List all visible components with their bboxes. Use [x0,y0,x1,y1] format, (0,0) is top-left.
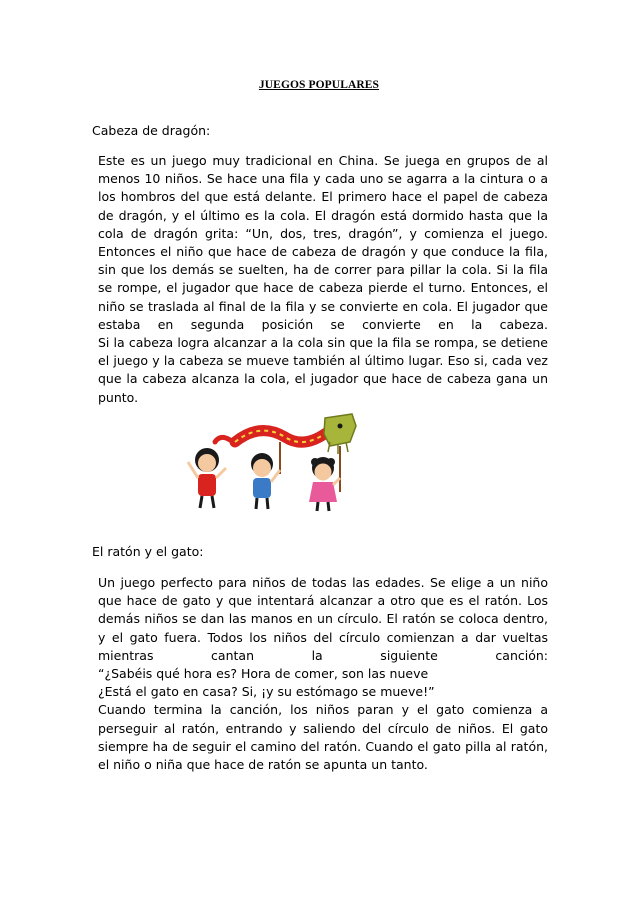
song-line: “¿Sabéis qué hora es? Hora de comer, son las nueve [98,666,429,682]
section-heading-cat-mouse: El ratón y el gato: [92,544,204,559]
paragraph: Este es un juego muy tradicional en China. Se juega en grupos de al menos 10 niños. Se hace una fila y cada uno se agarra a la cintura o a los hombros del que está delante. El primero hace el papel de cabeza de dragón, y el último es la cola. El dragón está dormido hasta que la cola de dragón grita: “Un, dos, tres, dragón”, y comienza el juego. [98,153,548,241]
paragraph: Entonces el niño que hace de cabeza de dragón y que conduce la fila, sin que los demás se suelten, ha de correr para pillar la cola. Si la fila se rompe, el jugador que hace de cabeza pierde el turno. Entonces, el niño se traslada al final de la fila y se convierte en cola. El jugador que estaba en segunda posición se convierte en la cabeza. [98,244,548,332]
paragraph: Un juego perfecto para niños de todas las edades. Se elige a un niño que hace de gato y que intentará alcanzar a otro que es el ratón. Los demás niños se dan las manos en un círculo. El ratón se coloca dentro, y el gato fuera. Todos los niños del círculo comienzan a dar vueltas mientras cantan la siguiente canción: [98,575,548,663]
song-line: ¿Está el gato en casa? Si, ¡y su estómago se mueve!” [98,684,435,700]
section-body-cat-mouse [98,574,548,774]
section-heading-dragon: Cabeza de dragón: [92,123,211,138]
paragraph: Si la cabeza logra alcanzar a la cola sin que la fila se rompa, se detiene el juego y la cabeza se mueve también al último lugar. Eso si, cada vez que la cabeza alcanza la cola, el jugador que hace de cabeza gana un punto. [98,335,548,405]
section-body-dragon [98,152,548,407]
dragon-dance-illustration [180,412,360,512]
document-title: JUEGOS POPULARES [258,79,380,91]
paragraph: Cuando termina la canción, los niños paran y el gato comienza a perseguir al ratón, entrando y saliendo del círculo de niños. El gato siempre ha de seguir el camino del ratón. Cuando el gato pilla al ratón, el niño o niña que hace de ratón se apunta un tanto. [98,702,548,773]
